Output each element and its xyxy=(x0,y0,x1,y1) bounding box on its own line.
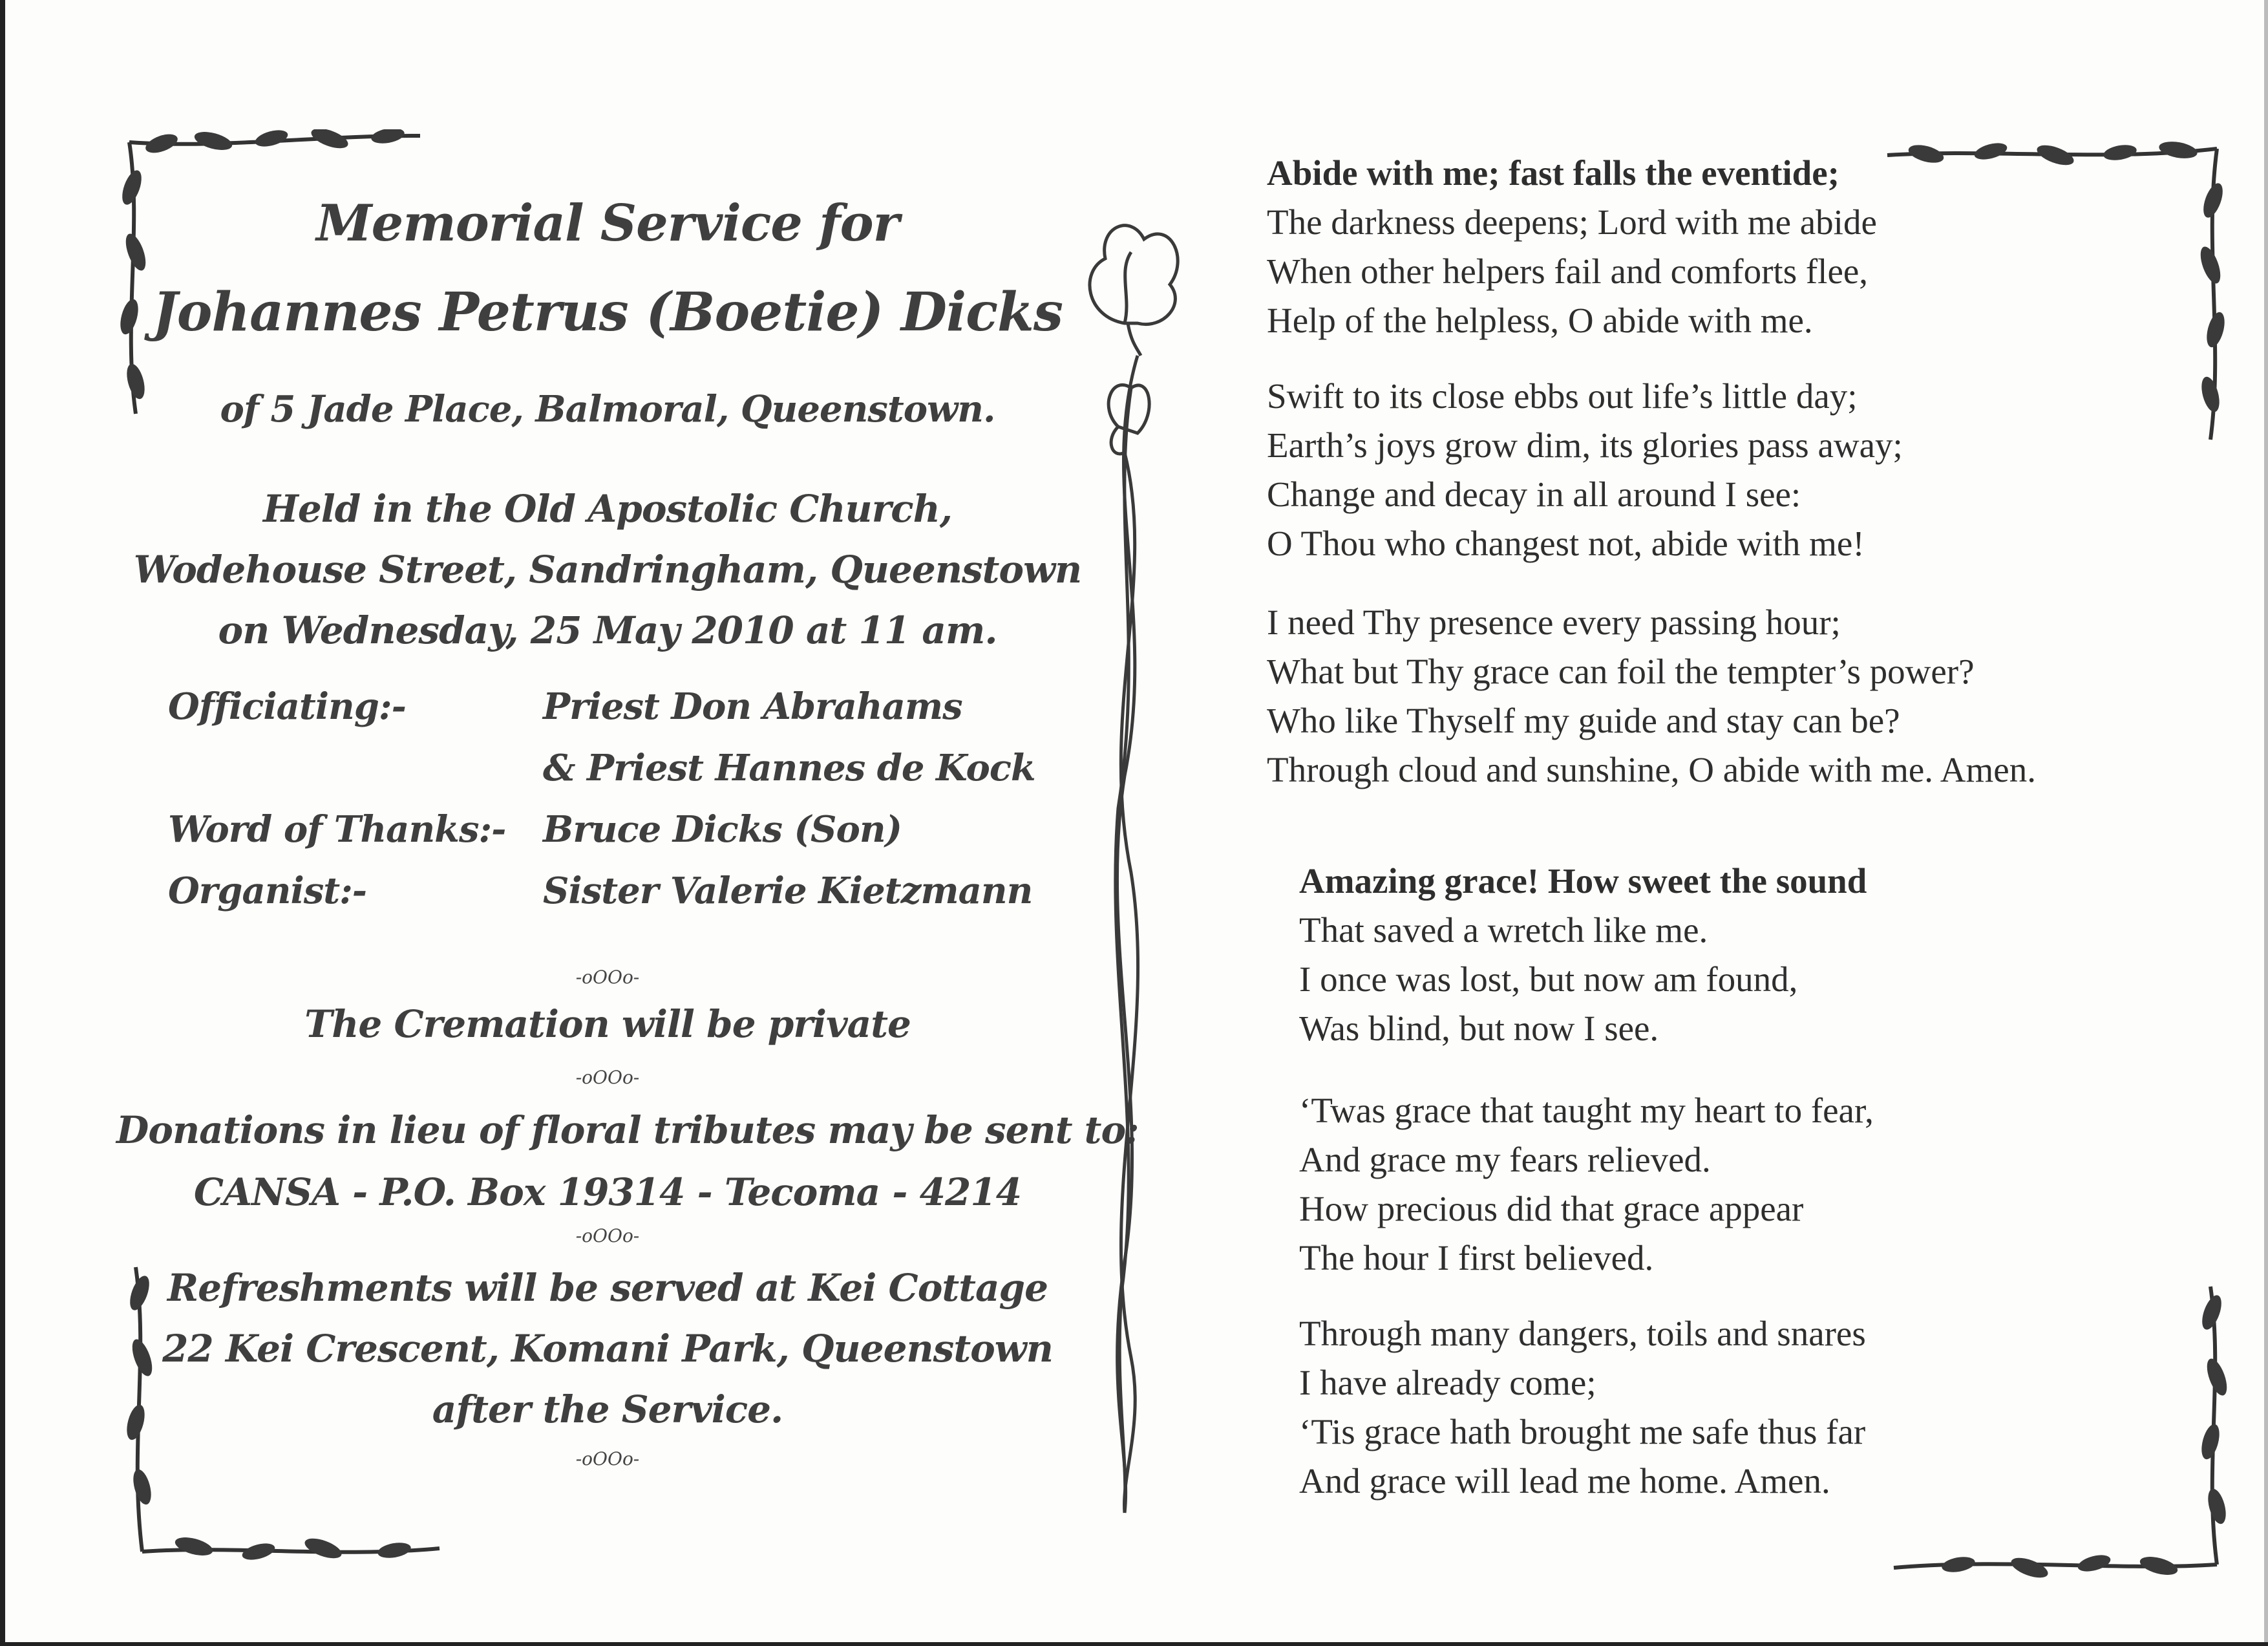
hymn-line: Change and decay in all around I see: xyxy=(1267,475,1801,514)
hymn-line: When other helpers fail and comforts flee, xyxy=(1267,251,1869,291)
vine-corner-icon xyxy=(116,129,440,427)
hymn-line: Through cloud and sunshine, O abide with me. Amen. xyxy=(1267,750,2036,789)
service-location-line: Wodehouse Street, Sandringham, Queenstown xyxy=(133,548,1082,592)
deceased-name: Johannes Petrus (Boetie) Dicks xyxy=(152,281,1063,343)
hymn-abide-stanza-2 xyxy=(1267,372,1903,568)
hymn-amazing-grace-stanza-3 xyxy=(1299,1309,1866,1506)
hymn-line: Swift to its close ebbs out life’s little day; xyxy=(1267,376,1858,416)
separator: -oOOo- xyxy=(575,1448,640,1470)
cremation-note: The Cremation will be private xyxy=(304,1002,911,1046)
hymns-panel xyxy=(1267,149,2236,1603)
role-row xyxy=(168,747,1099,805)
service-location-line: Held in the Old Apostolic Church, xyxy=(263,487,952,531)
vine-corner-icon xyxy=(1874,129,2236,453)
hymn-line: And grace will lead me home. Amen. xyxy=(1299,1461,1830,1501)
role-value: & Priest Hannes de Kock xyxy=(543,747,1035,789)
separator: -oOOo- xyxy=(575,1067,640,1088)
hymn-line: How precious did that grace appear xyxy=(1299,1189,1804,1228)
hymn-line: And grace my fears relieved. xyxy=(1299,1140,1711,1179)
hymn-abide-stanza-3 xyxy=(1267,598,2036,795)
role-row xyxy=(168,870,1099,928)
donation-line: Donations in lieu of floral tributes may be sent to: xyxy=(116,1108,1139,1152)
role-label: Organist:- xyxy=(168,870,367,912)
role-row xyxy=(168,808,1099,866)
hymn-line: The darkness deepens; Lord with me abide xyxy=(1267,202,1877,242)
page-edge xyxy=(2264,0,2268,1646)
separator: -oOOo- xyxy=(575,967,640,988)
donation-note xyxy=(116,1099,1139,1223)
hymn-line: Who like Thyself my guide and stay can be? xyxy=(1267,701,1900,740)
hymn-line: I once was lost, but now am found, xyxy=(1299,959,1798,999)
hymn-line: ‘Twas grace that taught my heart to fear, xyxy=(1299,1091,1874,1130)
hymn-line: That saved a wretch like me. xyxy=(1299,910,1708,950)
service-location xyxy=(116,478,1099,661)
hymn-line: I need Thy presence every passing hour; xyxy=(1267,603,1841,642)
page-edge xyxy=(0,0,5,1646)
separator: -oOOo- xyxy=(575,1225,640,1246)
hymn-title-line: Amazing grace! How sweet the sound xyxy=(1299,861,1867,901)
refreshments-line: after the Service. xyxy=(432,1387,783,1431)
hymn-line: ‘Tis grace hath brought me safe thus far xyxy=(1299,1412,1866,1451)
hymn-line: Help of the helpless, O abide with me. xyxy=(1267,301,1813,340)
hymn-line: O Thou who changest not, abide with me! xyxy=(1267,524,1865,563)
memorial-title: Memorial Service for xyxy=(316,194,899,253)
memorial-details-panel xyxy=(116,129,1139,1590)
hymn-amazing-grace-stanza-2 xyxy=(1299,1086,1874,1283)
hymn-line: What but Thy grace can foil the tempter’s power? xyxy=(1267,652,1975,691)
role-label: Word of Thanks:- xyxy=(168,808,506,851)
page-edge xyxy=(0,1642,2268,1646)
donation-address: CANSA - P.O. Box 19314 - Tecoma - 4214 xyxy=(193,1170,1022,1214)
refreshments-line: 22 Kei Crescent, Komani Park, Queenstown xyxy=(162,1327,1053,1371)
hymn-line: The hour I first believed. xyxy=(1299,1238,1654,1277)
refreshments-line: Refreshments will be served at Kei Cottage xyxy=(167,1266,1048,1310)
role-label: Officiating:- xyxy=(168,685,406,728)
refreshments-note xyxy=(116,1257,1099,1440)
hymn-line: I have already come; xyxy=(1299,1363,1596,1402)
service-date: on Wednesday, 25 May 2010 at 11 am. xyxy=(218,608,997,652)
hymn-line: Earth’s joys grow dim, its glories pass away; xyxy=(1267,425,1903,465)
hymn-line: Was blind, but now I see. xyxy=(1299,1009,1659,1048)
flower-stem-icon xyxy=(1060,194,1189,1526)
role-value: Bruce Dicks (Son) xyxy=(543,808,902,851)
hymn-abide-stanza-1 xyxy=(1267,149,1877,345)
deceased-address: of 5 Jade Place, Balmoral, Queenstown. xyxy=(220,388,995,431)
role-row xyxy=(168,685,1099,743)
hymn-title-line: Abide with me; fast falls the eventide; xyxy=(1267,153,1839,193)
hymn-line: Through many dangers, toils and snares xyxy=(1299,1314,1866,1353)
vine-corner-icon xyxy=(1874,1274,2236,1584)
role-value: Sister Valerie Kietzmann xyxy=(543,870,1033,912)
hymn-amazing-grace-stanza-1 xyxy=(1299,857,1867,1053)
role-value: Priest Don Abrahams xyxy=(543,685,962,728)
